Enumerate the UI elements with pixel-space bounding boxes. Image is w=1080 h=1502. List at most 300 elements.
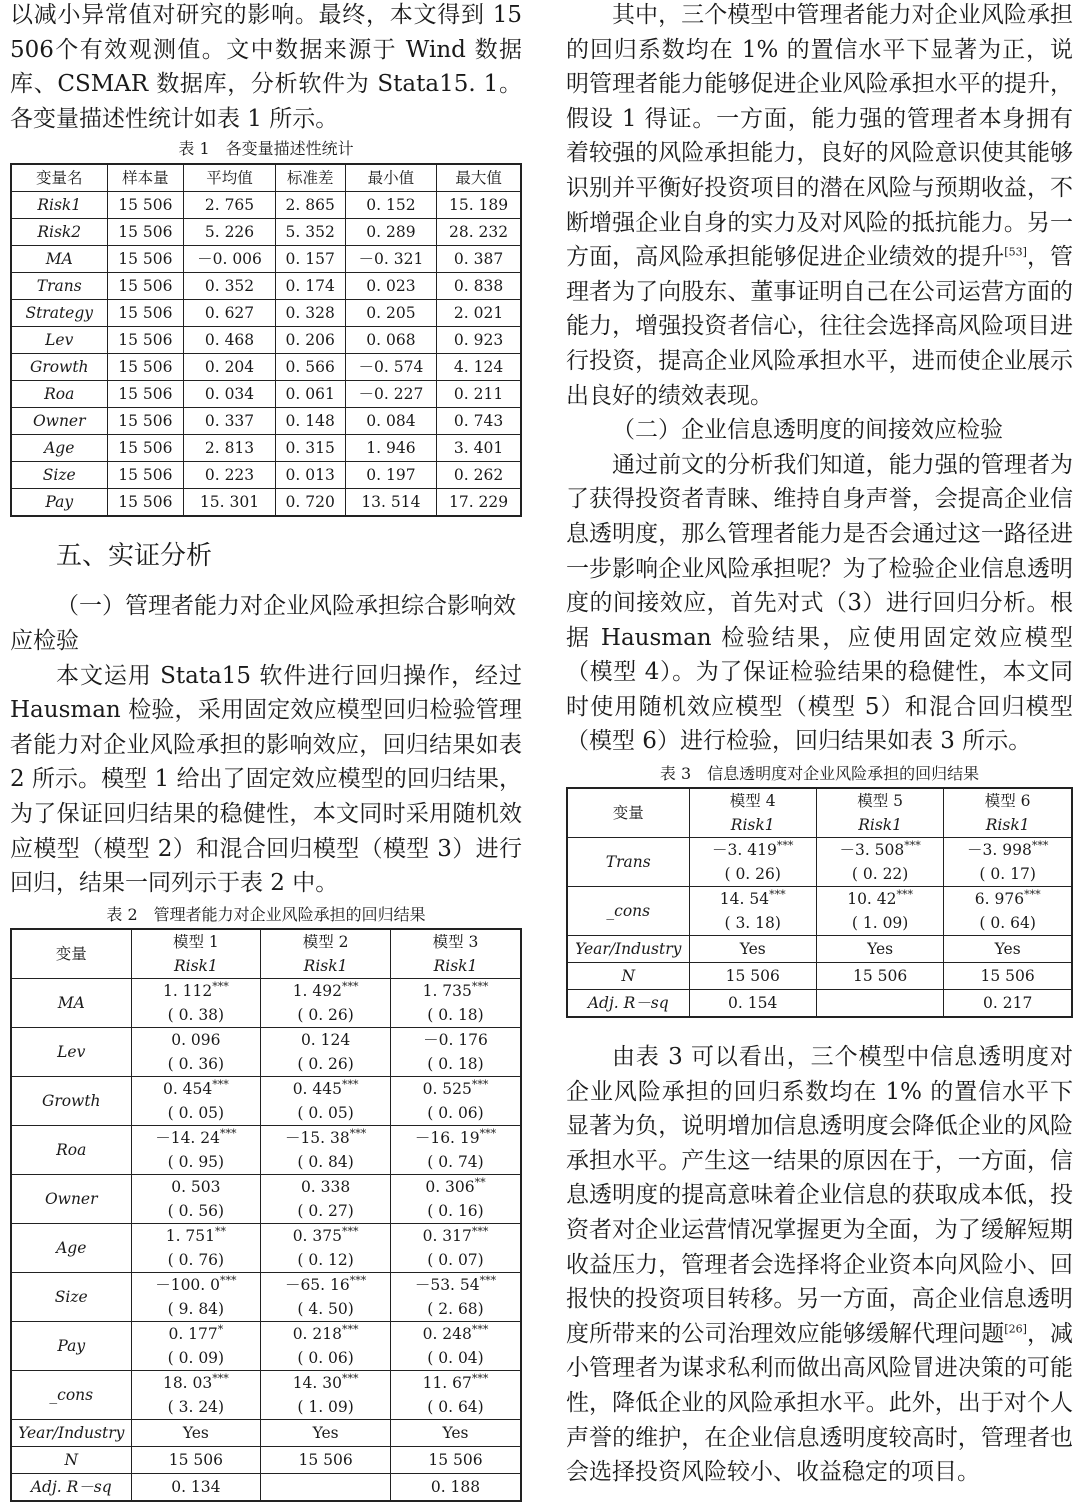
standard-error: ( 0. 38) — [167, 1005, 225, 1024]
table-cell: 0. 013 — [275, 462, 345, 489]
coefficient-value: －3. 508 — [839, 841, 905, 860]
standard-error: ( 4. 50) — [297, 1299, 354, 1318]
table-cell: 0. 188 — [390, 1473, 521, 1501]
coefficient — [132, 979, 261, 1003]
coefficient-value: 0. 218 — [292, 1324, 342, 1343]
table3-caption: 表 3 信息透明度对企业风险承担的回归结果 — [659, 764, 980, 784]
coefficient-cell — [131, 1125, 261, 1174]
coefficient-cell — [261, 1076, 391, 1125]
significance-stars: *** — [471, 1224, 489, 1238]
significance-stars: *** — [342, 1224, 359, 1238]
model-header-cell — [816, 788, 943, 838]
standard-error: ( 0. 64) — [427, 1397, 484, 1416]
section-title: 五、实证分析 — [56, 541, 213, 572]
standard-error: ( 9. 84) — [167, 1299, 225, 1318]
significance-stars: *** — [1024, 887, 1041, 901]
coefficient — [261, 1224, 390, 1248]
standard-error: ( 0. 07) — [427, 1250, 484, 1269]
significance-stars: *** — [479, 1126, 497, 1140]
right-paragraph-1b: ，管理者为了向股东、董事证明自己在公司运营方面的能力，增强投资者信心，往往会选择高风险项目进行投资，提高企业风险承担水平，进而使企业展示出良好的绩效表现。 — [566, 244, 1074, 409]
coefficient — [391, 1322, 520, 1346]
table-cell: 0. 743 — [437, 408, 521, 435]
standard-error: ( 0. 06) — [427, 1103, 484, 1122]
standard-error: ( 0. 09) — [167, 1348, 225, 1367]
table3-body — [567, 788, 1072, 1017]
coefficient — [944, 887, 1071, 911]
coefficient-value: 6. 976 — [974, 890, 1025, 909]
significance-stars: *** — [769, 887, 786, 901]
standard-error: ( 0. 64) — [979, 914, 1036, 933]
table-cell: 0. 328 — [275, 300, 345, 327]
coefficient-cell — [131, 1272, 261, 1321]
table-cell: －0. 006 — [184, 246, 275, 273]
variable-name-cell: Growth — [11, 1076, 131, 1125]
table-cell: 15 506 — [131, 1446, 261, 1473]
table-cell: 0. 206 — [275, 327, 345, 354]
coefficient-cell — [261, 1321, 391, 1370]
standard-error: ( 0. 12) — [297, 1250, 354, 1269]
coefficient-cell — [261, 1370, 391, 1419]
variable-name-cell: Year/Industry — [567, 936, 689, 963]
standard-error: ( 0. 18) — [427, 1005, 484, 1024]
variable-name-cell: Trans — [11, 273, 107, 300]
right-paragraph-3a: 由表 3 可以看出，三个模型中信息透明度对企业风险承担的回归系数均在 1% 的置信水平下显著为负，说明增加信息透明度会降低企业的风险承担水平。产生这一结果的原因在于，一方面，信息透明度的提高意味着企业信息的获取成本低，投资者对企业运营情况掌握更为全面，为了缓解短期收益压力，管理者会选择将企业资本向风险小、回报快的投资项目转移。另一方面，高企业信息透明度所带来的公司治理效应能够缓解代理问题 — [566, 1044, 1073, 1347]
significance-stars: *** — [471, 1077, 489, 1091]
variable-name-cell: Roa — [11, 381, 107, 408]
variable-name-cell: Strategy — [11, 300, 107, 327]
table-cell: 1. 946 — [345, 435, 436, 462]
coefficient-value: 14. 54 — [719, 890, 770, 909]
subsection1-title: （一）管理者能力对企业风险承担综合影响效应检验 — [10, 593, 516, 654]
coefficient — [261, 1175, 390, 1199]
standard-error: ( 0. 05) — [167, 1103, 225, 1122]
coefficient-cell — [816, 838, 943, 887]
left-paragraph-1: 本文运用 Stata15 软件进行回归操作，经过 Hausman 检验，采用固定效应模型回归检验管理者能力对企业风险承担的影响效应，回归结果如表 2 所示。模型 1 给出了固定效应模型的回归结果，为了保证回归结果的稳健性，本文同时采用随机效应模型（模型 2）和混合回归模型（模型 3）进行回归，结果一同列示于表 2 中。 — [10, 662, 522, 897]
table-cell: 15 506 — [107, 489, 184, 517]
model-header-cell — [131, 929, 261, 979]
table-cell: 0. 197 — [345, 462, 436, 489]
table-row — [567, 990, 1072, 1018]
table-cell: 0. 023 — [345, 273, 436, 300]
table-cell: 15 506 — [107, 246, 184, 273]
dependent-variable: Risk1 — [730, 816, 775, 835]
variable-name-cell: Year/Industry — [11, 1419, 131, 1446]
coefficient — [391, 1273, 520, 1297]
table-cell: 0. 217 — [944, 990, 1072, 1018]
table-row — [11, 1027, 521, 1076]
standard-error: ( 0. 05) — [297, 1103, 354, 1122]
standard-error: ( 1. 09) — [297, 1397, 354, 1416]
right-paragraph-3 — [566, 1040, 1073, 1490]
right-paragraph-2: 通过前文的分析我们知道，能力强的管理者为了获得投资者青睐、维持自身声誉，会提高企业信息透明度，那么管理者能力是否会通过这一路径进一步影响企业风险承担呢？为了检验企业信息透明度的间接效应，首先对式（3）进行回归分析。根据 Hausman 检验结果，应使用固定效应模型（模型 4）。为了保证检验结果的稳健性，本文同时使用随机效应模型（模型 5）和混合回归模型（模型 6）进行检验，回归结果如表 3 所示。 — [566, 451, 1073, 755]
coefficient-cell — [390, 1370, 521, 1419]
coefficient — [391, 1028, 520, 1052]
table-row — [11, 1446, 521, 1473]
coefficient-value: －100. 0 — [155, 1275, 221, 1294]
table-row — [11, 381, 521, 408]
coefficient-cell — [261, 1125, 391, 1174]
significance-stars: *** — [342, 1077, 359, 1091]
variable-name-cell: N — [567, 963, 689, 990]
coefficient-value: －15. 38 — [284, 1128, 350, 1147]
table-row — [11, 273, 521, 300]
table-cell: 28. 232 — [437, 219, 521, 246]
model-header-cell — [944, 788, 1072, 838]
table-row — [567, 963, 1072, 990]
table-cell: 2. 813 — [184, 435, 275, 462]
model-name: 模型 1 — [172, 932, 219, 951]
significance-stars: * — [217, 1322, 224, 1336]
table1-body — [11, 192, 521, 517]
intro-paragraph: 以减小异常值对研究的影响。最终，本文得到 15 506个有效观测值。文中数据来源于 Wind 数据库、CSMAR 数据库，分析软件为 Stata15. 1。各变量描述性统计如表 1 所示。 — [10, 2, 522, 132]
variable-name-cell: Trans — [567, 838, 689, 887]
significance-stars: *** — [342, 1371, 359, 1385]
variable-name-cell: Size — [11, 1272, 131, 1321]
table-row — [11, 354, 521, 381]
coefficient-value: 0. 503 — [171, 1177, 221, 1196]
table1-header-cell: 标准差 — [275, 164, 345, 192]
coefficient — [132, 1273, 261, 1297]
table-cell: 0. 204 — [184, 354, 275, 381]
coefficient-cell — [944, 838, 1072, 887]
table-row — [11, 1174, 521, 1223]
dependent-variable: Risk1 — [173, 956, 218, 975]
model-header-cell — [261, 929, 391, 979]
table1-header-cell: 变量名 — [11, 164, 107, 192]
coefficient-cell — [131, 1027, 261, 1076]
coefficient-value: －14. 24 — [155, 1128, 221, 1147]
variable-name-cell: Pay — [11, 1321, 131, 1370]
significance-stars: *** — [471, 979, 489, 993]
coefficient-cell — [131, 1076, 261, 1125]
table-cell: 15 506 — [107, 192, 184, 219]
coefficient-cell — [390, 1321, 521, 1370]
table-header-row — [11, 929, 521, 979]
table-cell: 17. 229 — [437, 489, 521, 517]
dependent-variable: Risk1 — [858, 816, 903, 835]
table-row — [11, 489, 521, 517]
table-row — [11, 1419, 521, 1446]
table-cell: 0. 923 — [437, 327, 521, 354]
significance-stars: *** — [904, 838, 921, 852]
table2-body — [11, 929, 521, 1501]
table-cell: 0. 134 — [131, 1473, 261, 1501]
coefficient-value: －65. 16 — [284, 1275, 350, 1294]
standard-error: ( 0. 27) — [297, 1201, 354, 1220]
standard-error: ( 0. 16) — [427, 1201, 484, 1220]
table-row — [11, 978, 521, 1027]
table-cell: 0. 205 — [345, 300, 436, 327]
table-cell: －0. 574 — [345, 354, 436, 381]
coefficient — [132, 1224, 261, 1248]
standard-error: ( 0. 06) — [297, 1348, 354, 1367]
variable-name-cell: Size — [11, 462, 107, 489]
coefficient-value: 14. 30 — [292, 1373, 342, 1392]
right-paragraph-3b: ，减小管理者为谋求私利而做出高风险冒进决策的可能性，降低企业的风险承担水平。此外，出于对个人声誉的维护，在企业信息透明度较高时，管理者也会选择投资风险较小、收益稳定的项目。 — [566, 1320, 1074, 1486]
coefficient — [391, 1371, 520, 1395]
table-cell: 15 506 — [689, 963, 816, 990]
table-cell: 0. 262 — [437, 462, 521, 489]
coefficient — [261, 1273, 390, 1297]
coefficient-value: 10. 42 — [847, 890, 897, 909]
coefficient-value: －0. 176 — [423, 1030, 488, 1049]
standard-error: ( 3. 18) — [724, 914, 781, 933]
coefficient-cell — [390, 1125, 521, 1174]
significance-stars: *** — [776, 838, 794, 852]
variable-name-cell: Growth — [11, 354, 107, 381]
coefficient — [817, 838, 943, 862]
table-cell: 5. 352 — [275, 219, 345, 246]
table-row — [11, 1370, 521, 1419]
coefficient — [391, 979, 520, 1003]
standard-error: ( 0. 36) — [167, 1054, 225, 1073]
table1-header-cell: 样本量 — [107, 164, 184, 192]
table-cell: 15 506 — [261, 1446, 391, 1473]
table-row — [11, 435, 521, 462]
variable-name-cell: _cons — [11, 1370, 131, 1419]
table-cell: 0. 068 — [345, 327, 436, 354]
variable-name-cell: Age — [11, 435, 107, 462]
table-cell: 0. 315 — [275, 435, 345, 462]
coefficient-value: 0. 248 — [422, 1324, 472, 1343]
left-column — [10, 0, 522, 1502]
significance-stars: *** — [212, 979, 229, 993]
table-cell: 0. 838 — [437, 273, 521, 300]
table-cell: 0. 566 — [275, 354, 345, 381]
variable-name-cell: Owner — [11, 408, 107, 435]
coefficient-value: －53. 54 — [414, 1275, 480, 1294]
coefficient — [817, 887, 943, 911]
table1-header-cell: 最小值 — [345, 164, 436, 192]
significance-stars: *** — [349, 1126, 367, 1140]
table-cell — [261, 1473, 391, 1501]
dependent-variable: Risk1 — [985, 816, 1030, 835]
table-cell: 0. 061 — [275, 381, 345, 408]
coefficient — [132, 1077, 261, 1101]
standard-error: ( 0. 84) — [297, 1152, 354, 1171]
significance-stars: *** — [212, 1371, 229, 1385]
standard-error: ( 0. 18) — [427, 1054, 484, 1073]
table-cell: 2. 865 — [275, 192, 345, 219]
table-row — [11, 300, 521, 327]
significance-stars: *** — [471, 1371, 489, 1385]
table-row — [567, 887, 1072, 936]
significance-stars: ** — [474, 1175, 486, 1189]
coefficient-cell — [131, 1174, 261, 1223]
coefficient-value: 1. 112 — [162, 981, 213, 1000]
var-header-cell: 变量 — [567, 788, 689, 838]
table-row — [567, 936, 1072, 963]
table-cell: 0. 148 — [275, 408, 345, 435]
significance-stars: *** — [220, 1126, 237, 1140]
table-row — [11, 1223, 521, 1272]
coefficient — [690, 887, 816, 911]
table-cell: 15 506 — [816, 963, 943, 990]
coefficient — [132, 1322, 261, 1346]
table-cell — [816, 990, 943, 1018]
table2 — [10, 928, 522, 1502]
table-cell: 15 506 — [944, 963, 1072, 990]
coefficient — [391, 1175, 520, 1199]
table-cell: 0. 223 — [184, 462, 275, 489]
coefficient-value: 18. 03 — [162, 1373, 213, 1392]
right-column — [566, 0, 1073, 1490]
coefficient-value: 0. 525 — [422, 1079, 472, 1098]
significance-stars: ** — [215, 1224, 227, 1238]
coefficient-cell — [390, 1174, 521, 1223]
significance-stars: *** — [471, 1322, 489, 1336]
table-row — [11, 1125, 521, 1174]
coefficient-value: －3. 419 — [712, 841, 777, 860]
table-cell: 13. 514 — [345, 489, 436, 517]
table-cell: 0. 468 — [184, 327, 275, 354]
significance-stars: *** — [212, 1077, 229, 1091]
variable-name-cell: Lev — [11, 1027, 131, 1076]
coefficient — [391, 1224, 520, 1248]
dependent-variable: Risk1 — [433, 956, 478, 975]
model-header-cell — [390, 929, 521, 979]
coefficient — [132, 1371, 261, 1395]
subsection2-title: （二）企业信息透明度的间接效应检验 — [612, 417, 1003, 444]
right-paragraph-1a: 其中，三个模型中管理者能力对企业风险承担的回归系数均在 1% 的置信水平下显著为正，说明管理者能力能够促进企业风险承担水平的提升，假设 1 得证。一方面，能力强的管理者本身拥有着较强的风险承担能力，良好的风险意识使其能够识别并平衡好投资项目的潜在风险与预期收益，不断增强企业自身的实力及对风险的抵抗能力。另一方面，高风险承担能够促进企业绩效的提升 — [566, 2, 1073, 271]
table-cell: 0. 174 — [275, 273, 345, 300]
table-cell: 0. 084 — [345, 408, 436, 435]
standard-error: ( 0. 04) — [427, 1348, 484, 1367]
standard-error: ( 0. 26) — [297, 1054, 354, 1073]
coefficient-value: 0. 306 — [425, 1177, 475, 1196]
variable-name-cell: Roa — [11, 1125, 131, 1174]
coefficient-cell — [689, 838, 816, 887]
citation-53: [53] — [1004, 245, 1027, 259]
coefficient-cell — [261, 1027, 391, 1076]
coefficient — [261, 1077, 390, 1101]
variable-name-cell: MA — [11, 978, 131, 1027]
significance-stars: *** — [342, 979, 359, 993]
variable-name-cell: Risk2 — [11, 219, 107, 246]
coefficient-value: 1. 735 — [422, 981, 472, 1000]
coefficient — [261, 979, 390, 1003]
coefficient-cell — [261, 1272, 391, 1321]
variable-name-cell: Age — [11, 1223, 131, 1272]
coefficient — [132, 1175, 261, 1199]
coefficient-value: －3. 998 — [967, 841, 1032, 860]
table-row — [11, 408, 521, 435]
table-cell: 15 506 — [390, 1446, 521, 1473]
standard-error: ( 2. 68) — [427, 1299, 484, 1318]
standard-error: ( 0. 95) — [167, 1152, 225, 1171]
coefficient-cell — [131, 1370, 261, 1419]
coefficient-cell — [261, 1223, 391, 1272]
coefficient — [944, 838, 1071, 862]
table-cell: 0. 337 — [184, 408, 275, 435]
variable-name-cell: MA — [11, 246, 107, 273]
significance-stars: *** — [349, 1273, 367, 1287]
standard-error: ( 0. 17) — [979, 865, 1036, 884]
model-name: 模型 2 — [302, 932, 349, 951]
coefficient-value: 1. 751 — [165, 1226, 216, 1245]
coefficient — [690, 838, 816, 862]
coefficient-value: 1. 492 — [292, 981, 342, 1000]
coefficient-value: 0. 445 — [292, 1079, 342, 1098]
significance-stars: *** — [479, 1273, 497, 1287]
table-row — [567, 838, 1072, 887]
table-cell: 0. 627 — [184, 300, 275, 327]
coefficient-cell — [944, 887, 1072, 936]
coefficient — [132, 1126, 261, 1150]
table1-caption: 表 1 各变量描述性统计 — [178, 139, 354, 159]
coefficient-value: 0. 096 — [171, 1030, 221, 1049]
table-cell: 3. 401 — [437, 435, 521, 462]
significance-stars: *** — [1031, 838, 1049, 852]
coefficient-cell — [390, 1076, 521, 1125]
table-cell: 15 506 — [107, 354, 184, 381]
variable-name-cell: Lev — [11, 327, 107, 354]
standard-error: ( 0. 22) — [851, 865, 909, 884]
model-header-cell — [689, 788, 816, 838]
right-paragraph-1 — [566, 0, 1073, 413]
table-cell: 0. 352 — [184, 273, 275, 300]
table-cell: 2. 765 — [184, 192, 275, 219]
coefficient — [261, 1028, 390, 1052]
table-row — [11, 1473, 521, 1501]
table1-header-cell: 平均值 — [184, 164, 275, 192]
standard-error: ( 0. 74) — [427, 1152, 484, 1171]
table-row — [11, 462, 521, 489]
coefficient-cell — [131, 978, 261, 1027]
table-cell: 15. 189 — [437, 192, 521, 219]
standard-error: ( 0. 56) — [167, 1201, 225, 1220]
standard-error: ( 0. 76) — [167, 1250, 225, 1269]
dependent-variable: Risk1 — [303, 956, 348, 975]
table1 — [10, 163, 522, 517]
coefficient-value: 0. 338 — [300, 1177, 351, 1196]
variable-name-cell: Adj. R－sq — [11, 1473, 131, 1501]
coefficient-value: 0. 124 — [300, 1030, 351, 1049]
table-cell: 15 506 — [107, 300, 184, 327]
table3 — [566, 787, 1073, 1018]
table-row — [11, 192, 521, 219]
significance-stars: *** — [896, 887, 914, 901]
table-cell: 4. 124 — [437, 354, 521, 381]
coefficient-value: －16. 19 — [414, 1128, 480, 1147]
coefficient — [391, 1077, 520, 1101]
table-cell: Yes — [390, 1419, 521, 1446]
coefficient — [391, 1126, 520, 1150]
citation-26: [26] — [1004, 1322, 1027, 1336]
standard-error: ( 0. 26) — [297, 1005, 354, 1024]
variable-name-cell: Pay — [11, 489, 107, 517]
table-row — [11, 327, 521, 354]
table-cell: 5. 226 — [184, 219, 275, 246]
coefficient-cell — [131, 1223, 261, 1272]
table-cell: 15 506 — [107, 381, 184, 408]
standard-error: ( 1. 09) — [851, 914, 909, 933]
table-cell: 2. 021 — [437, 300, 521, 327]
coefficient-cell — [816, 887, 943, 936]
coefficient-cell — [390, 1223, 521, 1272]
coefficient-cell — [131, 1321, 261, 1370]
table-cell: 15 506 — [107, 462, 184, 489]
variable-name-cell: _cons — [567, 887, 689, 936]
model-name: 模型 6 — [984, 792, 1031, 811]
model-name: 模型 3 — [432, 932, 479, 951]
coefficient-value: 0. 454 — [162, 1079, 213, 1098]
coefficient-value: 11. 67 — [422, 1373, 472, 1392]
coefficient — [261, 1126, 390, 1150]
table-cell: 0. 034 — [184, 381, 275, 408]
table-cell: 15 506 — [107, 219, 184, 246]
table-row — [11, 1272, 521, 1321]
